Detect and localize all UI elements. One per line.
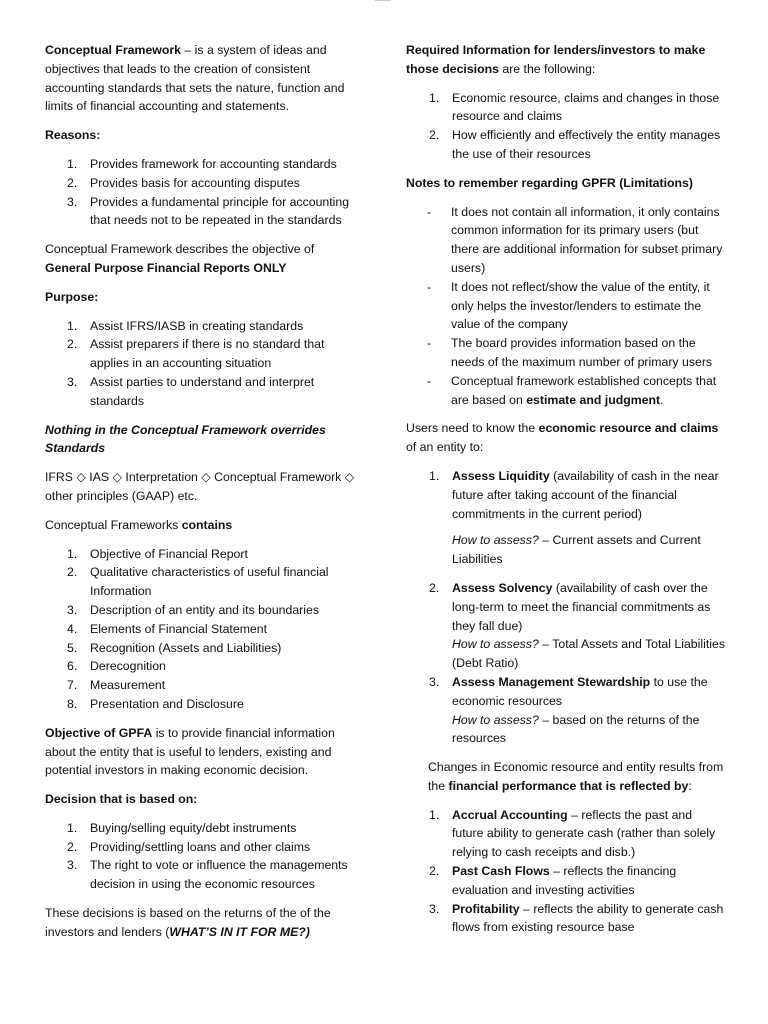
required-list [406,89,726,164]
list-item: - Conceptual framework established concepts that are based on estimate and judgment. [427,373,717,407]
list-item: 3. The right to vote or influence the managements decision in using the economic resources [67,858,348,892]
list-item: 3. Assist parties to understand and interpret standards [67,374,315,408]
list-item: 1. Provides framework for accounting standards [67,156,337,171]
list-item: 6. Derecognition [67,659,166,674]
cf-definition: Conceptual Framework – is a system of ideas and objectives that leads to the creation of consistent accounting standards that sets the nature, function and limits of financial accounting and statements. [45,43,345,114]
users-paragraph: Users need to know the economic resource and claims of an entity to: [406,421,719,455]
how-to-assess: How to assess? – based on the returns of the resources [452,712,700,746]
list-item: 2. Qualitative characteristics of useful financial Information [67,565,329,599]
list-item: 1. Assess Liquidity (availability of cash in the near future after taking account of the financial commitments in the current period) How to assess? – Current assets and Current Liabilities [406,467,726,569]
page-top-mark [375,0,391,4]
how-to-assess: How to assess? – Total Assets and Total Liabilities (Debt Ratio) [452,637,725,671]
list-item: 1. Objective of Financial Report [67,546,248,561]
list-item: - It does not reflect/show the value of the entity, it only helps the investor/lenders to estimate the value of the company [427,279,710,332]
list-item: 1. Buying/selling equity/debt instruments [67,820,297,835]
list-item: - It does not contain all information, it only contains common information for its primary users (but there are additional information for subset primary users) [427,204,723,275]
decision-list [45,819,361,894]
list-item: 2. Past Cash Flows – reflects the financing evaluation and investing activities [429,864,677,897]
list-item: 3. Provides a fundamental principle for accounting that needs not to be repeated in the standards [67,194,350,228]
describes-paragraph: Conceptual Framework describes the objective of General Purpose Financial Reports ONLY [45,242,315,275]
hierarchy-line: IFRS ◇ IAS ◇ Interpretation ◇ Conceptual Framework ◇ other principles (GAAP) etc. [45,470,355,503]
list-item: 3. Profitability – reflects the ability to generate cash flows from existing resource base [429,901,724,935]
list-item: 7. Measurement [67,678,166,693]
contains-heading: Conceptual Frameworks contains [45,517,233,532]
list-item: 2. Providing/settling loans and other claims [67,839,311,854]
left-column [45,41,361,952]
required-heading: Required Information for lenders/investors to make those decisions are the following: [406,43,706,76]
how-to-assess: How to assess? – Current assets and Current Liabilities [452,533,701,567]
notes-list [406,203,726,410]
assess-list [406,467,726,748]
returns-paragraph: These decisions is based on the returns of the of the investors and lenders (WHAT’S IN IT FOR ME?) [45,906,331,939]
list-item: 1. Accrual Accounting – reflects the past and future ability to generate cash (rather than solely relying to cash receipts and disb.) [429,807,716,860]
list-item: 4. Elements of Financial Statement [67,621,268,636]
overrides-note: Nothing in the Conceptual Framework overrides Standards [45,422,326,456]
decision-heading: Decision that is based on: [45,792,198,807]
list-item: 2. Provides basis for accounting disputes [67,175,300,190]
notes-heading: Notes to remember regarding GPFR (Limitations) [406,175,693,190]
purpose-list [45,317,361,411]
list-item: 1. Assist IFRS/IASB in creating standards [67,318,304,333]
right-column [406,41,726,947]
list-item: 2. How efficiently and effectively the entity manages the use of their resources [429,128,721,161]
list-item: 3. Assess Management Stewardship to use the economic resources How to assess? – based on the returns of the resources [406,673,726,748]
list-item: - The board provides information based on the needs of the maximum number of primary users [427,336,713,369]
reasons-heading: Reasons: [45,128,101,143]
performance-list [406,806,726,938]
changes-paragraph: Changes in Economic resource and entity results from the financial performance that is reflected by: [428,760,724,793]
contains-list [45,545,361,714]
gpfa-objective: Objective of GPFA is to provide financial information about the entity that is useful to lenders, existing and potential investors in making economic decision. [45,725,335,778]
list-item: 2. Assist preparers if there is no standard that applies in an accounting situation [67,337,325,371]
list-item: 1. Economic resource, claims and changes in those resource and claims [429,90,720,124]
purpose-heading: Purpose: [45,289,99,304]
list-item: 5. Recognition (Assets and Liabilities) [67,640,282,655]
list-item: 2. Assess Solvency (availability of cash over the long-term to meet the financial commitments as they fall due) How to assess? – Total Assets and Total Liabilities (Debt Ratio) [406,579,726,673]
list-item: 8. Presentation and Disclosure [67,696,244,711]
reasons-list [45,155,361,230]
list-item: 3. Description of an entity and its boundaries [67,602,319,617]
